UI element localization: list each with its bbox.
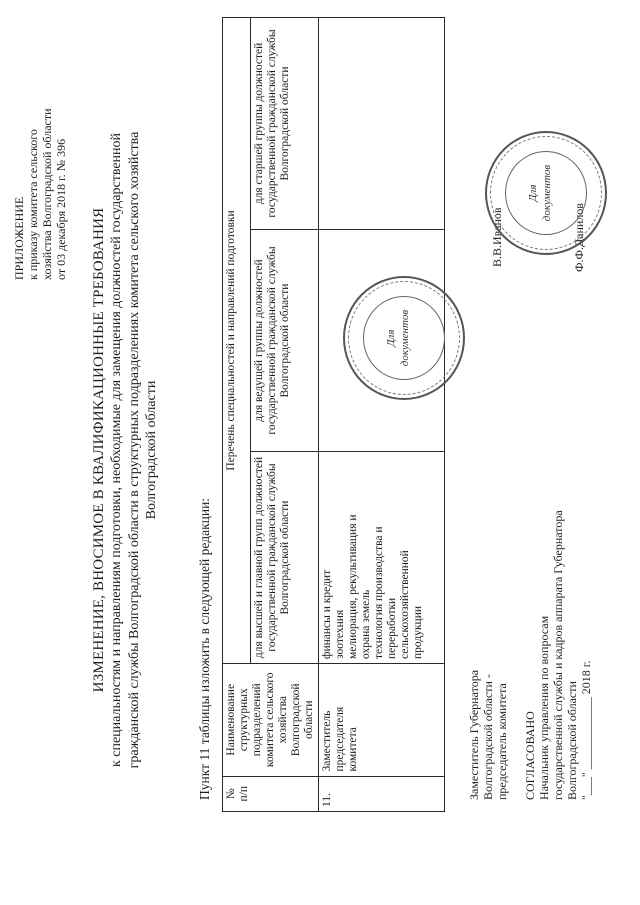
specialty-item: сельскохозяйственной bbox=[399, 550, 411, 659]
table-header-row bbox=[223, 18, 251, 812]
header-group-leading: для ведущей группы должностей государственной гражданской службы Волгоградской области bbox=[250, 229, 318, 451]
specialty-item: технология производства и bbox=[373, 526, 385, 659]
header-group-highest: для высшей и главной групп должностей государственной гражданской службы Волгоградской области bbox=[250, 452, 318, 664]
row-specialties bbox=[319, 452, 445, 664]
appendix-title: ПРИЛОЖЕНИЕ bbox=[12, 196, 26, 280]
specialty-item: продукции bbox=[412, 605, 424, 659]
header-department: Наименование структурных подразделений комитета сельского хозяйства Волгоградской области bbox=[223, 663, 319, 776]
appendix-header bbox=[12, 20, 68, 280]
agreed-position-1: Начальник управления по вопросам bbox=[537, 615, 551, 800]
document-title: ИЗМЕНЕНИЕ, ВНОСИМОЕ В КВАЛИФИКАЦИОННЫЕ ТРЕБОВАНИЯ bbox=[91, 207, 107, 693]
row-number: 11. bbox=[319, 776, 445, 811]
appendix-line-1: к приказу комитета сельского bbox=[26, 129, 40, 280]
table-row bbox=[319, 18, 445, 812]
stamp-1-line-2: документов bbox=[399, 309, 411, 367]
subtitle-line-2: гражданской службы Волгоградской области в структурных подразделениях комитета сельского хозяйства bbox=[126, 131, 142, 769]
signer-position-3: председатель комитета bbox=[495, 683, 509, 800]
document-subtitle bbox=[108, 65, 161, 835]
specialty-item: зоотехния bbox=[334, 609, 346, 659]
header-number-abbr: п/п bbox=[238, 786, 250, 802]
specialty-item: мелиорация, рекультивация и bbox=[347, 514, 359, 659]
agreed-label: СОГЛАСОВАНО bbox=[523, 711, 537, 800]
signer-name: В.В.Иванов bbox=[490, 207, 504, 267]
header-group-senior: для старшей группы должностей государственной гражданской службы Волгоградской области bbox=[250, 18, 318, 230]
stamp-2-line-1: Для bbox=[527, 184, 539, 202]
requirements-table bbox=[222, 17, 445, 812]
signature-block bbox=[467, 480, 593, 800]
appendix-line-2: хозяйства Волгоградской области bbox=[40, 108, 54, 280]
row-department: Заместитель председателя комитета bbox=[319, 663, 445, 776]
signer-position-2: Волгоградской области - bbox=[481, 674, 495, 800]
stamp-2-line-2: документов bbox=[541, 164, 553, 222]
specialty-item: охрана земель bbox=[360, 589, 372, 659]
stamp-1-line-1: Для bbox=[385, 329, 397, 347]
specialty-item: переработки bbox=[386, 597, 398, 659]
subtitle-line-3: Волгоградской области bbox=[144, 380, 159, 520]
intro-text: Пункт 11 таблицы изложить в следующей редакции: bbox=[197, 497, 212, 800]
agreed-signer-name: Ф.Ф.Данилов bbox=[572, 203, 586, 272]
header-number-sign: № bbox=[225, 788, 237, 800]
header-specialty-list: Перечень специальностей и направлений подготовки bbox=[223, 18, 251, 664]
signer-position-1: Заместитель Губернатора bbox=[467, 669, 481, 800]
header-number bbox=[223, 776, 319, 811]
agreed-position-3: Волгоградской области bbox=[565, 681, 579, 800]
agreed-date-line: "___" ____________ 2018 г. bbox=[579, 660, 593, 800]
agreed-position-2: государственной службы и кадров аппарата Губернатора bbox=[551, 510, 565, 800]
subtitle-line-1: к специальностям и направлениям подготовки, необходимые для замещения должностей государственной bbox=[109, 132, 124, 768]
stamp-seal-1 bbox=[343, 276, 465, 400]
row-senior-empty bbox=[319, 18, 445, 230]
stamp-seal-2 bbox=[485, 131, 607, 255]
specialty-item: финансы и кредит bbox=[321, 569, 333, 659]
appendix-line-3: от 03 декабря 2018 г. № 396 bbox=[54, 138, 68, 280]
